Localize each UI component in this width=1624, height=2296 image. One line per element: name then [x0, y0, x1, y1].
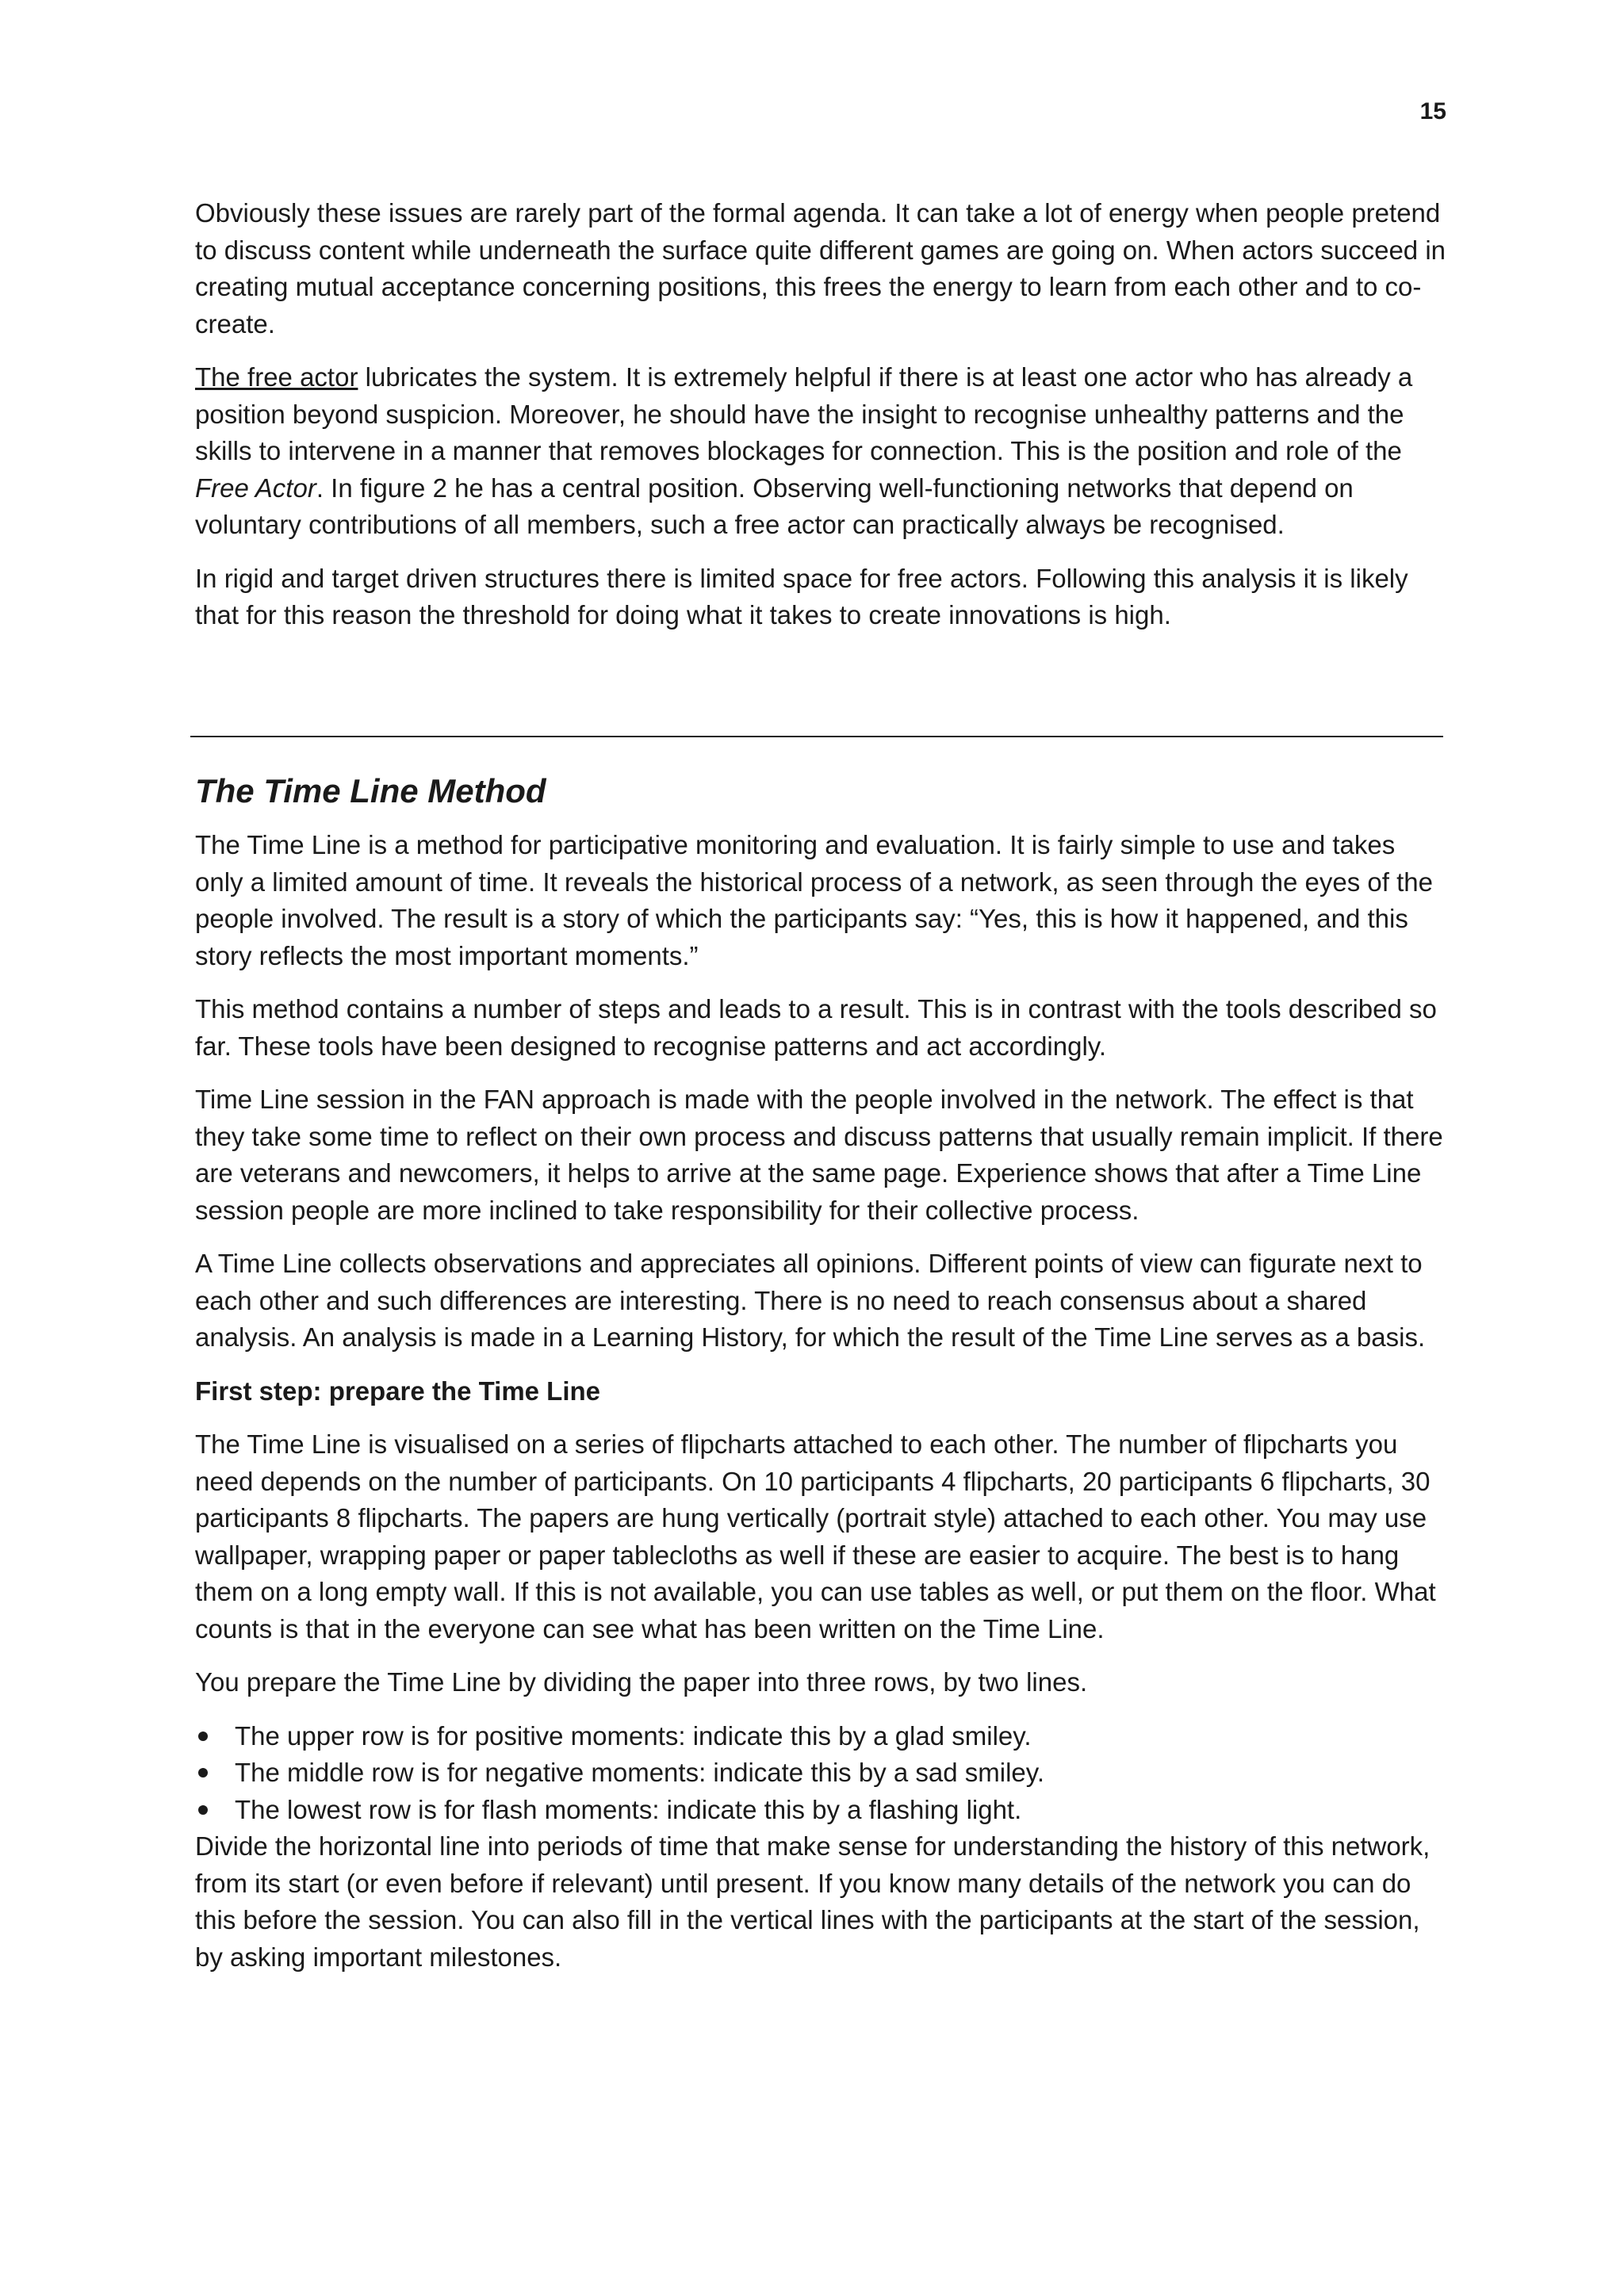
time-line-section [195, 827, 1448, 1976]
bullet-icon [198, 1805, 208, 1815]
bullet-text: The middle row is for negative moments: indicate this by a sad smiley. [235, 1758, 1044, 1787]
section-paragraph-3: Time Line session in the FAN approach is made with the people involved in the network. The effect is that they take some time to reflect on their own process and discuss patterns that usually remain implicit. If there are veterans and newcomers, it helps to arrive at the same page. Experience shows that after a Time Line session people are more inclined to take responsibility for their collective process. [195, 1085, 1443, 1225]
section-paragraph-1: The Time Line is a method for participative monitoring and evaluation. It is fairly simple to use and takes only a limited amount of time. It reveals the historical process of a network, as seen through the eyes of the people involved. The result is a story of which the participants say: “Yes, this is how it happened, and this story reflects the most important moments.” [195, 830, 1433, 970]
step-subheading: First step: prepare the Time Line [195, 1376, 601, 1406]
list-item [195, 1792, 1448, 1829]
section-paragraph-5: The Time Line is visualised on a series of flipcharts attached to each other. The number of flipcharts you need depends on the number of participants. On 10 participants 4 flipcharts, 20 participants 6 flipcharts, 30 participants 8 flipcharts. The papers are hung vertically (portrait style) attached to each other. You may use wallpaper, wrapping paper or paper tablecloths as well if these are easier to acquire. The best is to hang them on a long empty wall. If this is not available, you can use tables as well, or put them on the floor. What counts is that in the everyone can see what has been written on the Time Line. [195, 1429, 1436, 1644]
free-actor-italic: Free Actor [195, 473, 316, 503]
row-bullet-list [195, 1718, 1448, 1829]
intro-paragraph-1: Obviously these issues are rarely part of the formal agenda. It can take a lot of energy when people pretend to discuss content while underneath the surface quite different games are going on. When actors succeed in creating mutual acceptance concerning positions, this frees the energy to learn from each other and to co-create. [195, 198, 1446, 339]
list-item [195, 1755, 1448, 1792]
free-actor-term: The free actor [195, 362, 358, 392]
page-number: 15 [1419, 98, 1446, 124]
section-paragraph-6: You prepare the Time Line by dividing the paper into three rows, by two lines. [195, 1667, 1088, 1697]
section-paragraph-7: Divide the horizontal line into periods of time that make sense for understanding the history of this network, from its start (or even before if relevant) until present. If you know many details of the network you can do this before the session. You can also fill in the vertical lines with the participants at the start of the session, by asking important milestones. [195, 1831, 1431, 1972]
bullet-text: The upper row is for positive moments: indicate this by a glad smiley. [235, 1720, 1032, 1751]
intro-paragraph-2 [195, 359, 1448, 544]
bullet-text: The lowest row is for flash moments: indicate this by a flashing light. [235, 1794, 1022, 1824]
bullet-icon [198, 1768, 208, 1777]
section-divider [190, 736, 1443, 737]
intro-paragraph-2-text-b: . In figure 2 he has a central position. Observing well-functioning networks that depend on voluntary contributions of all members, such a free actor can practically always be recognised. [195, 473, 1354, 539]
list-item [195, 1718, 1448, 1755]
section-paragraph-4: A Time Line collects observations and appreciates all opinions. Different points of view can figurate next to each other and such differences are interesting. There is no need to reach consensus about a shared analysis. An analysis is made in a Learning History, for which the result of the Time Line serves as a basis. [195, 1249, 1426, 1352]
intro-paragraph-3: In rigid and target driven structures there is limited space for free actors. Following this analysis it is likely that for this reason the threshold for doing what it takes to create innovations is high. [195, 563, 1408, 629]
section-title: The Time Line Method [195, 772, 546, 809]
intro-paragraph-2-text-a: lubricates the system. It is extremely helpful if there is at least one actor who has already a position beyond suspicion. Moreover, he should have the insight to recognise unhealthy patterns and the skills to intervene in a manner that removes blockages for connection. This is the position and role of the [195, 362, 1413, 465]
bullet-icon [198, 1732, 208, 1741]
section-paragraph-2: This method contains a number of steps and leads to a result. This is in contrast with the tools described so far. These tools have been designed to recognise patterns and act accordingly. [195, 994, 1437, 1061]
intro-section [195, 195, 1448, 634]
